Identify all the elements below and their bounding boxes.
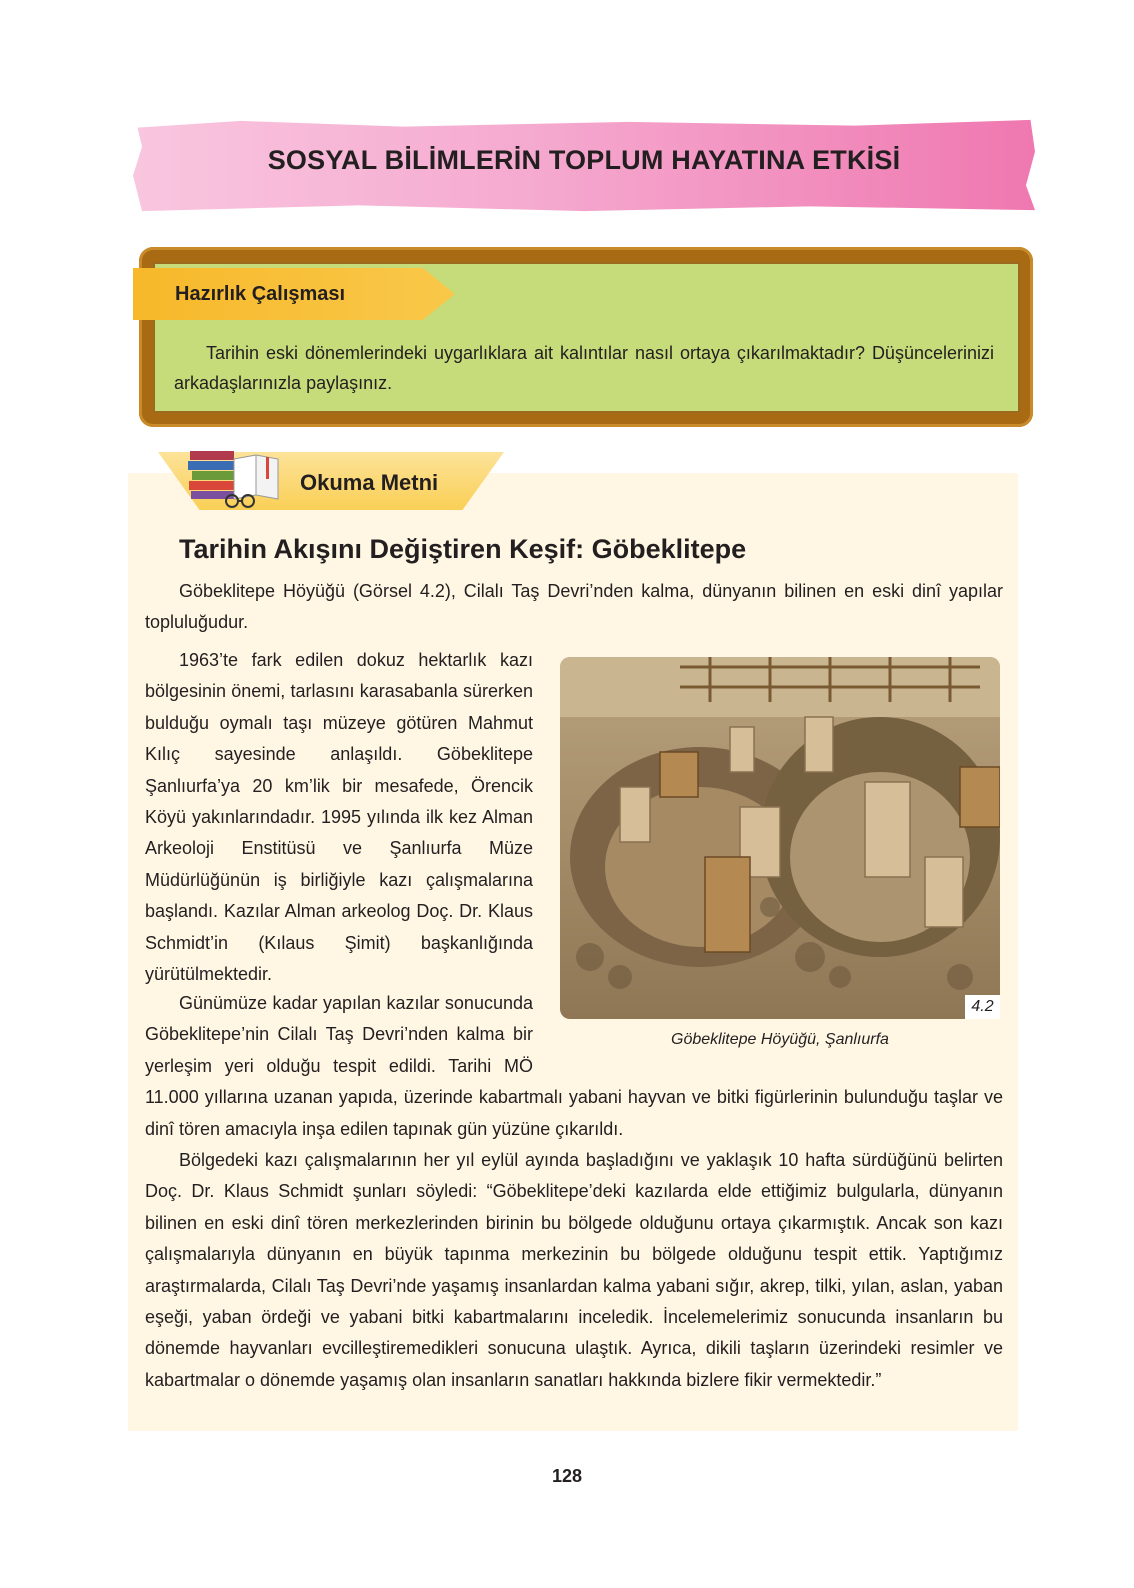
figure-caption: Göbeklitepe Höyüğü, Şanlıurfa [671, 1031, 889, 1048]
preparation-label: Hazırlık Çalışması [175, 283, 346, 305]
reading-label: Okuma Metni [300, 470, 439, 495]
gobeklitepe-photo [560, 657, 1000, 1019]
paragraph-2: 1963’te fark edilen dokuz hektarlık kazı bölgesinin önemi, tarlasını karasabanla sürerken bulduğu oymalı taşı müzeye götüren Mahmut Kılıç sayesinde anlaşıldı. Göbeklitepe Şanlıurfa’ya 20 km’lik bir mesafede, Örencik Köyü yakınlarındadır. 1995 yılında ilk kez Alman Arkeoloji Enstitüsü ve Şanlıurfa Müze Müdürlüğünün iş birliğiyle kazı çalışmalarına başlandı. Kazılar Alman arkeolog Doç. Dr. Klaus Schmidt’in (Kılaus Şimit) başkanlığında yürütülmektedir. [145, 650, 533, 985]
preparation-text: Tarihin eski dönemlerindeki uygarlıklara ait kalıntılar nasıl ortaya çıkarılmaktadır? Düşüncelerinizi arkadaşlarınızla paylaşınız. [174, 343, 994, 393]
paragraph-1: Göbeklitepe Höyüğü (Görsel 4.2), Cilalı Taş Devri’nden kalma, dünyanın bilinen en eski dinî yapılar topluluğudur. [145, 581, 1003, 633]
article-title: Tarihin Akışını Değiştiren Keşif: Göbeklitepe [179, 534, 747, 564]
books-icon [186, 441, 282, 509]
page-number: 128 [551, 1466, 583, 1486]
paragraph-3: Günümüze kadar yapılan kazılar sonucunda Göbeklitepe’nin Cilalı Taş Devri’nden kalma bir yerleşim yeri olduğu tespit edildi. Tarihi MÖ 11.000 yıllarına uzanan yapıda, üzerinde kabartmalı yabani hayvan ve bitki figürlerinin bulunduğu taşlar ve dinî tören amacıyla inşa edilen tapınak gün yüzüne çıkarıldı. [145, 993, 1003, 1139]
figure-number: 4.2 [965, 995, 1000, 1019]
paragraph-4: Bölgedeki kazı çalışmalarının her yıl eylül ayında başladığını ve yaklaşık 10 hafta sürdüğünü belirten Doç. Dr. Klaus Schmidt şunları söyledi: “Göbeklitepe’deki kazılarda elde ettiğimiz bulgularla, dünyanın bilinen en eski dinî tören merkezlerinden birinin bu bölgede olduğunu ortaya çıkarmıştık. Ancak son kazı çalışmalarıyla dünyanın en büyük tapınma merkezinin bu bölgede olduğunu tespit ettik. Yaptığımız araştırmalarda, Cilalı Taş Devri’nde yaşamış insanlardan kalma yabani sığır, akrep, tilki, yılan, aslan, yaban eşeği, yaban ördeği ve yabani bitki kabartmalarını inceledik. İncelemelerimiz sonucunda insanların bu dönemde hayvanları evcilleştiremedikleri sonucuna ulaştık. Ayrıca, dikili taşların üzerindeki resimler ve kabartmalar o dönemde yaşamış olan insanların sanatları hakkında bizlere fikir vermektedir.” [145, 1150, 1003, 1390]
page-title: SOSYAL BİLİMLERİN TOPLUM HAYATINA ETKİSİ [267, 145, 901, 175]
